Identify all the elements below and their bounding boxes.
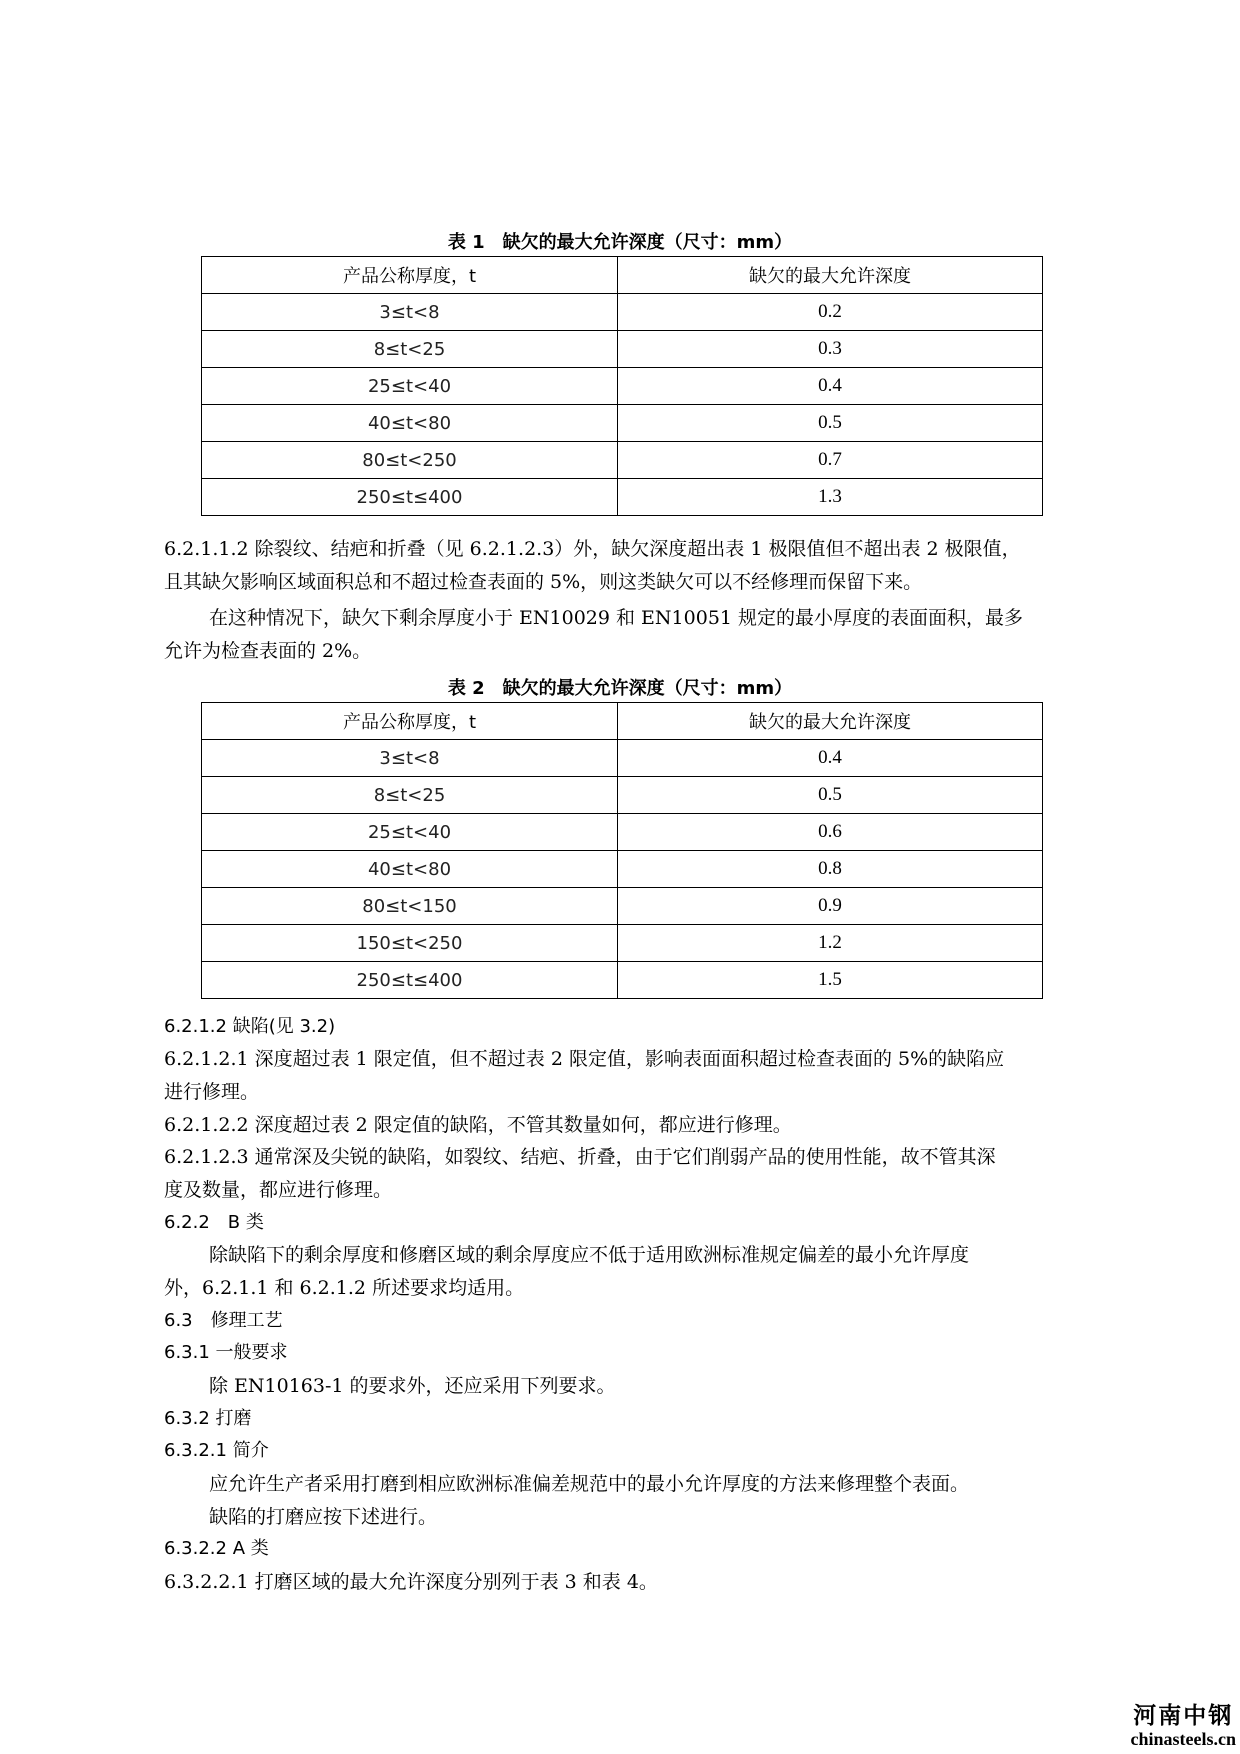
max-depth: 1.2 [618, 925, 1043, 962]
table-row [202, 405, 1043, 442]
table-row [202, 962, 1043, 999]
max-depth: 0.4 [618, 740, 1043, 777]
clause-6-2-2-line1: 除缺陷下的剩余厚度和修磨区域的剩余厚度应不低于适用欧洲标准规定偏差的最小允许厚度 [209, 1244, 970, 1266]
thickness-range: 150≤t<250 [202, 925, 618, 962]
table-row [202, 888, 1043, 925]
header-thickness: 产品公称厚度，t [202, 257, 618, 294]
table-row [202, 294, 1043, 331]
table-row [202, 814, 1043, 851]
table-row [202, 368, 1043, 405]
clause-6-2-1-1-2-line1: 6.2.1.1.2 除裂纹、结疤和折叠（见 6.2.1.2.3）外，缺欠深度超出表 1 极限值但不超出表 2 极限值， [164, 538, 1021, 560]
max-depth: 0.5 [618, 777, 1043, 814]
thickness-range: 25≤t<40 [202, 368, 618, 405]
thickness-range: 80≤t<250 [202, 442, 618, 479]
thickness-range: 250≤t≤400 [202, 962, 618, 999]
header-max-depth: 缺欠的最大允许深度 [618, 257, 1043, 294]
header-thickness: 产品公称厚度，t [202, 703, 618, 740]
max-depth: 0.5 [618, 405, 1043, 442]
table1-caption: 表 1 缺欠的最大允许深度（尺寸：mm） [447, 232, 793, 253]
clause-6-2-1-2-1-line1: 6.2.1.2.1 深度超过表 1 限定值，但不超过表 2 限定值，影响表面面积超过检查表面的 5%的缺陷应 [164, 1048, 1005, 1070]
max-depth: 0.9 [618, 888, 1043, 925]
max-depth: 0.6 [618, 814, 1043, 851]
heading-6-3-1: 6.3.1 一般要求 [164, 1342, 288, 1363]
header-max-depth: 缺欠的最大允许深度 [618, 703, 1043, 740]
table-row [202, 777, 1043, 814]
thickness-range: 40≤t<80 [202, 405, 618, 442]
table2 [201, 702, 1043, 999]
thickness-range: 25≤t<40 [202, 814, 618, 851]
clause-6-2-1-2-3-line1: 6.2.1.2.3 通常深及尖锐的缺陷，如裂纹、结疤、折叠，由于它们削弱产品的使用性能，故不管其深 [164, 1146, 996, 1168]
max-depth: 1.3 [618, 479, 1043, 516]
table-header-row [202, 703, 1043, 740]
heading-6-3-2-1: 6.3.2.1 简介 [164, 1440, 269, 1461]
table1 [201, 256, 1043, 516]
heading-6-3-2-2: 6.3.2.2 A 类 [164, 1538, 269, 1559]
clause-6-2-1-1-2-line2: 且其缺欠影响区域面积总和不超过检查表面的 5%，则这类缺欠可以不经修理而保留下来。 [164, 571, 923, 593]
max-depth: 0.8 [618, 851, 1043, 888]
paragraph-residual-thickness-line2: 允许为检查表面的 2%。 [164, 640, 372, 662]
thickness-range: 40≤t<80 [202, 851, 618, 888]
thickness-range: 250≤t≤400 [202, 479, 618, 516]
clause-6-3-2-1-line2: 缺陷的打磨应按下述进行。 [209, 1506, 438, 1528]
logo-url: chinasteels.cn [1130, 1729, 1236, 1749]
max-depth: 0.3 [618, 331, 1043, 368]
table-row [202, 851, 1043, 888]
clause-6-3-2-2-1: 6.3.2.2.1 打磨区域的最大允许深度分别列于表 3 和表 4。 [164, 1571, 658, 1593]
max-depth: 0.4 [618, 368, 1043, 405]
heading-6-2-2: 6.2.2 B 类 [164, 1212, 264, 1233]
table-row [202, 479, 1043, 516]
max-depth: 1.5 [618, 962, 1043, 999]
table-row [202, 740, 1043, 777]
table-header-row [202, 257, 1043, 294]
clause-6-3-2-1-line1: 应允许生产者采用打磨到相应欧洲标准偏差规范中的最小允许厚度的方法来修理整个表面。 [209, 1473, 970, 1495]
clause-6-2-1-2-1-line2: 进行修理。 [164, 1081, 260, 1103]
table-row [202, 442, 1043, 479]
site-logo [1131, 1703, 1237, 1749]
clause-6-2-1-2-3-line2: 度及数量，都应进行修理。 [164, 1179, 393, 1201]
thickness-range: 8≤t<25 [202, 331, 618, 368]
thickness-range: 80≤t<150 [202, 888, 618, 925]
thickness-range: 8≤t<25 [202, 777, 618, 814]
table2-caption: 表 2 缺欠的最大允许深度（尺寸：mm） [447, 678, 793, 699]
logo-name: 河南中钢 [1133, 1703, 1234, 1729]
clause-6-2-2-line2: 外，6.2.1.1 和 6.2.1.2 所述要求均适用。 [164, 1277, 525, 1299]
clause-6-2-1-2-2: 6.2.1.2.2 深度超过表 2 限定值的缺陷，不管其数量如何，都应进行修理。 [164, 1114, 792, 1136]
heading-6-3-2: 6.3.2 打磨 [164, 1408, 252, 1429]
thickness-range: 3≤t<8 [202, 294, 618, 331]
thickness-range: 3≤t<8 [202, 740, 618, 777]
max-depth: 0.7 [618, 442, 1043, 479]
paragraph-residual-thickness-line1: 在这种情况下，缺欠下剩余厚度小于 EN10029 和 EN10051 规定的最小厚度的表面面积，最多 [209, 607, 1024, 629]
clause-6-3-1: 除 EN10163-1 的要求外，还应采用下列要求。 [209, 1375, 616, 1397]
max-depth: 0.2 [618, 294, 1043, 331]
table-row [202, 331, 1043, 368]
heading-6-3: 6.3 修理工艺 [164, 1310, 283, 1331]
heading-6-2-1-2: 6.2.1.2 缺陷(见 3.2) [164, 1016, 336, 1037]
table-row [202, 925, 1043, 962]
